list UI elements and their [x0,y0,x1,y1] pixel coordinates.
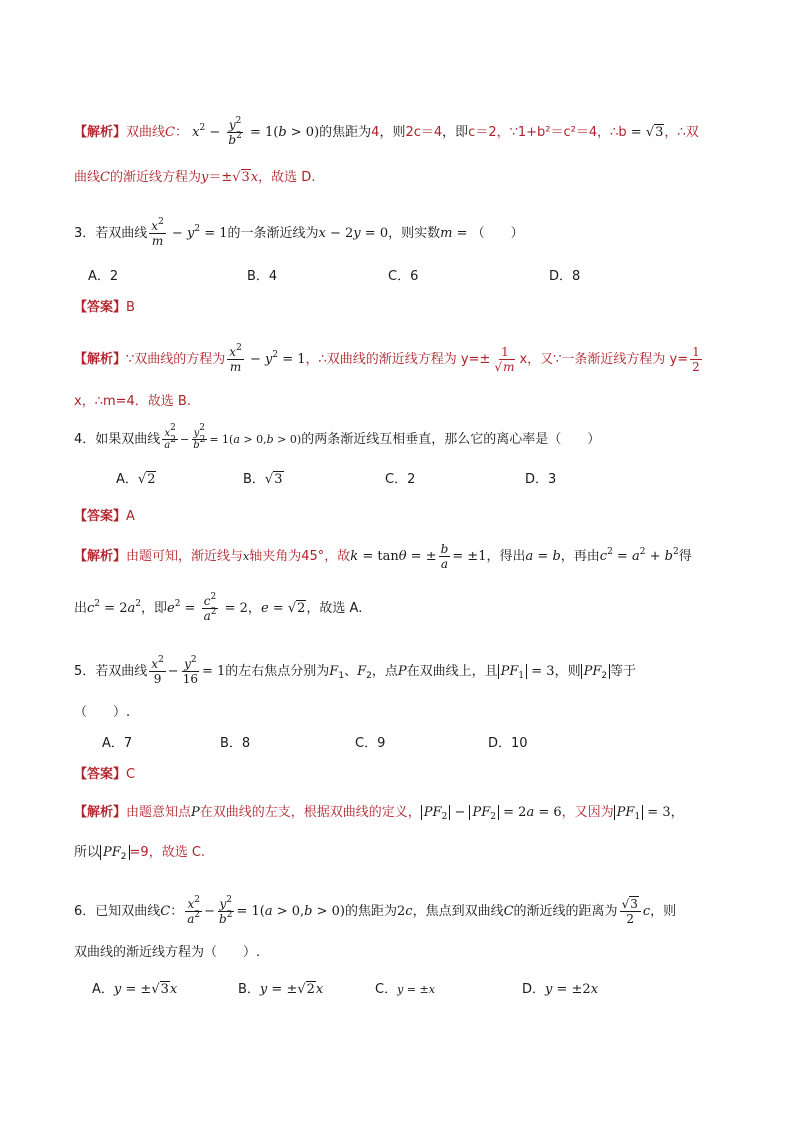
q3-analysis-line1: 【解析】∵双曲线的方程为 $\frac{x^2}{m}$ − $y^2 = 1$，∴双曲线的渐近线方程为 y=± $\frac{1}{√m}$ x，又∵一条渐近线方程为 y= $\frac{1}{2}$ [74,343,700,374]
q6-stem-line2 [74,943,260,963]
q4-stem: 4．如果双曲线 $\frac{x^2}{a^2}$ − $\frac{y^2}{b^2}$ = 1(a > 0,b > 0)的两条渐近线互相垂直，那么它的离心率是（ ） [74,423,601,451]
q6-stem-mid: 的焦距为 [345,904,398,919]
q3-analysis-line2 [74,392,191,412]
q3-option-c[interactable]: C．6 [388,269,419,284]
q3-analysis-line2-text: x，∴m=4．故选 B. [74,394,191,409]
q2-analysis-line1: 【解析】双曲线C： $x^2$ − $\frac{y^2}{b^2}$ = 1(b > 0)的焦距为4，则2c＝4，即c＝2，∵1+b²＝c²＝4，∴b = √3，∴双 [74,116,699,147]
q2-analysis-line2: 曲线C的渐近线方程为y＝±√3x，故选 D. [74,170,316,185]
q4-stem-pre: 4．如果双曲线 [74,432,161,447]
q2-analysis-text: 双曲线 [126,125,166,140]
q6-stem-line2-text: 双曲线的渐近线方程为（ ）. [74,945,261,960]
q4-line2-pre: 出 [74,601,88,616]
q5-stem-line2 [74,703,130,723]
q2-line2-pre: 曲线 [74,170,101,185]
q5-answer-value: C [126,767,136,782]
q6-option-b[interactable]: B．y = ±√2x [238,982,324,997]
q5-stem-line2-text: （ ）. [74,705,131,720]
q3-analysis-mid: ，∴双曲线的渐近线方程为 y=± [305,352,491,367]
q5-stem-mid4: ，则 [554,664,581,679]
q3-analysis-pre: ∵双曲线的方程为 [126,352,226,367]
q2-num: 4 [371,125,380,140]
q5-stem-pre: 5．若双曲线 [74,664,148,679]
q5-stem-mid3: 在双曲线上，且 [406,664,498,679]
q5-stem-mid: 的左右焦点分别为 [225,664,330,679]
q4-analysis-line1: 【解析】由题可知，渐近线与x轴夹角为45°，故k = tanθ = ± $\frac{b}{a}$ = ±1，得出a = b，再由$c^2 = a^2 + b^2$得 [74,542,692,571]
q3-answer [74,298,135,318]
q5-analysis-pre: 由题意知点 [126,805,192,820]
q4-option-d[interactable]: D．3 [525,472,557,487]
curve-c-label: C [165,125,175,140]
q5-analysis-mid: 在双曲线的左支，根据双曲线的定义， [199,805,421,820]
q3-stem-pre: 3．若双曲线 [74,226,148,241]
q2-focal-text: 的焦距为 [319,125,372,140]
q5-option-a[interactable]: A．7 [102,736,133,751]
q4-analysis-mid: 轴夹角为45°，故 [249,549,351,564]
q5-stem-end: 等于 [610,664,637,679]
q4-stem-end: 的两条渐近线互相垂直，那么它的离心率是（ ） [301,432,601,447]
q6-stem-mid2: ，焦点到双曲线 [412,904,504,919]
q4-line2-mid: ，即 [140,601,167,616]
q2-therefore: ，∴双 [664,125,699,140]
analysis-tag: 【解析】 [74,352,127,367]
q2-ceq: c＝2 [468,125,497,140]
q2-because: ，∵1+b²＝c²＝4，∴b [496,125,627,140]
q3-stem-mid: 的一条渐近线为 [227,226,319,241]
q6-option-a[interactable]: A．y = ±√3x [92,982,178,997]
q4-answer [74,507,135,527]
q5-answer [74,765,135,785]
q4-analysis-line2: 出$c^2 = 2a^2$，即$e^2$ = $\frac{c^2}{a^2}$ = 2，e = √2，故选 A. [74,592,363,623]
sqrt3: √3 [645,125,664,140]
q5-option-b[interactable]: B．8 [220,736,251,751]
q4-analysis-pre: 由题可知，渐近线与 [126,549,244,564]
q4-option-c[interactable]: C．2 [385,472,416,487]
q6-stem-line1: 6．已知双曲线C： $\frac{x^2}{a^2}$ − $\frac{y^2}{b^2}$ = 1(a > 0,b > 0)的焦距为2c，焦点到双曲线C的渐近线的距离为 $\frac{√3}{2}$ c，则 [74,895,677,926]
q3-option-b[interactable]: B．4 [247,269,278,284]
q2-c2: 2c＝4 [405,125,443,140]
q5-analysis-line2: 所以 $PF_2 =9$，故选 C. [74,845,206,862]
q3-analysis-mid2: x，又∵一条渐近线方程为 y= [519,352,689,367]
q5-analysis-line1: 【解析】由题意知点P在双曲线的左支，根据双曲线的定义， $PF_2 - PF_2 = 2a = 6$，又因为 $PF_1 = 3$， [74,805,684,822]
q4-analysis-mid3: ，再由 [560,549,600,564]
q6-stem-pre: 6．已知双曲线 [74,904,161,919]
q5-analysis-mid2: ，又因为 [561,805,614,820]
q4-answer-value: A [126,509,135,524]
q4-option-a[interactable]: A．√2 [116,472,156,487]
q6-option-d[interactable]: D．y = ±2x [522,982,599,997]
q2-ze: ，则 [379,125,406,140]
answer-tag: 【答案】 [74,767,127,782]
q6-option-c[interactable]: C．y = ±x [375,982,435,997]
q6-stem-end: ，则 [650,904,677,919]
answer-tag: 【答案】 [74,509,127,524]
q2-line2-end: ，故选 D. [258,170,316,185]
q5-option-d[interactable]: D．10 [488,736,528,751]
q6-stem-mid3: 的渐近线的距离为 [513,904,618,919]
q2-line2-mid: 的渐近线方程为 [109,170,201,185]
q4-option-b[interactable]: B．√3 [243,472,283,487]
q5-stem-mid2: ，点 [371,664,398,679]
q5-stem-line1: 5．若双曲线 $\frac{x^2}{9}$ − $\frac{y^2}{16}$ = 1的左右焦点分别为$F_1$、$F_2$，点P在双曲线上，且 $PF_1 = 3$，则 $PF_2$ 等于 [74,655,637,686]
q3-stem-end: ，则实数 [388,226,441,241]
q5-line2-pre: 所以 [74,845,101,860]
q4-analysis-end: 得 [678,549,692,564]
answer-tag: 【答案】 [74,300,127,315]
q3-option-d[interactable]: D．8 [549,269,581,284]
q5-line2-end: =9，故选 C. [129,845,206,860]
analysis-tag: 【解析】 [74,805,127,820]
q2-ji: ，即 [442,125,469,140]
analysis-tag: 【解析】 [74,549,127,564]
q3-stem: 3．若双曲线 $\frac{x^2}{m}$ − $y^2 = 1$的一条渐近线为x − 2y = 0，则实数m = （ ） [74,217,524,248]
analysis-tag: 【解析】 [74,125,127,140]
q3-answer-value: B [126,300,135,315]
q5-option-c[interactable]: C．9 [355,736,386,751]
q3-option-a[interactable]: A．2 [88,269,119,284]
q4-line2-end: ，故选 A. [306,601,363,616]
q3-stem-tail: （ ） [471,226,524,241]
q4-analysis-mid2: ，得出 [486,549,526,564]
q2-equation: $x^2$ − $\frac{y^2}{b^2}$ = 1(b > 0) [192,116,320,147]
